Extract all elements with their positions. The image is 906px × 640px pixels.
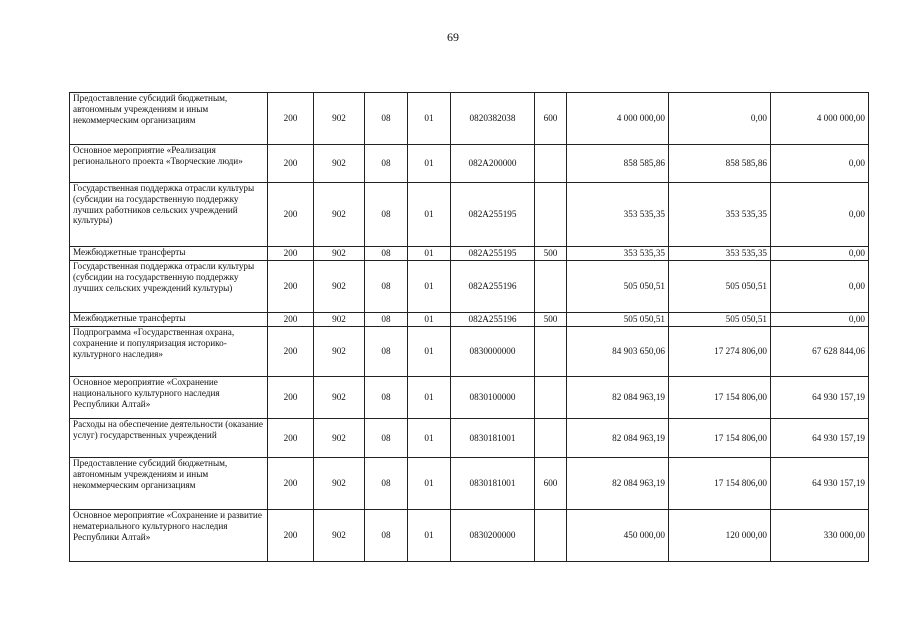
row-col4: 01: [408, 183, 451, 247]
row-value-3: 0,00: [771, 247, 869, 261]
row-type: 600: [535, 93, 567, 145]
row-col3: 08: [365, 261, 408, 313]
row-col1: 200: [268, 247, 314, 261]
row-col1: 200: [268, 377, 314, 419]
row-name: Основное мероприятие «Сохранение национального культурного наследия Республики Алтай»: [70, 377, 268, 419]
row-col3: 08: [365, 377, 408, 419]
table-row: [70, 93, 869, 145]
row-value-1: 4 000 000,00: [567, 93, 669, 145]
row-col4: 01: [408, 145, 451, 183]
row-value-2: 505 050,51: [669, 261, 771, 313]
table-row: [70, 145, 869, 183]
row-value-1: 82 084 963,19: [567, 377, 669, 419]
row-name: Межбюджетные трансферты: [70, 247, 268, 261]
row-col4: 01: [408, 327, 451, 377]
row-value-1: 353 535,35: [567, 247, 669, 261]
row-col1: 200: [268, 93, 314, 145]
row-col4: 01: [408, 510, 451, 562]
row-value-3: 64 930 157,19: [771, 458, 869, 510]
row-col3: 08: [365, 183, 408, 247]
row-value-3: 0,00: [771, 145, 869, 183]
row-name: Основное мероприятие «Сохранение и развитие нематериального культурного наследия Республики Алтай»: [70, 510, 268, 562]
row-type: [535, 377, 567, 419]
row-code: 0820382038: [451, 93, 535, 145]
row-value-1: 858 585,86: [567, 145, 669, 183]
row-col1: 200: [268, 313, 314, 327]
row-col4: 01: [408, 458, 451, 510]
row-value-1: 505 050,51: [567, 313, 669, 327]
row-value-2: 0,00: [669, 93, 771, 145]
row-code: 082A255196: [451, 313, 535, 327]
row-col2: 902: [314, 261, 365, 313]
budget-table: [69, 92, 869, 562]
table-row: [70, 261, 869, 313]
row-col3: 08: [365, 419, 408, 458]
row-col1: 200: [268, 183, 314, 247]
row-col3: 08: [365, 458, 408, 510]
row-col4: 01: [408, 247, 451, 261]
row-value-2: 858 585,86: [669, 145, 771, 183]
row-name: Государственная поддержка отрасли культуры (субсидии на государственную поддержку лучших работников сельских учреждений культуры): [70, 183, 268, 247]
table-row: [70, 458, 869, 510]
row-col4: 01: [408, 261, 451, 313]
row-value-1: 353 535,35: [567, 183, 669, 247]
row-code: 0830181001: [451, 458, 535, 510]
row-name: Предоставление субсидий бюджетным, автономным учреждениям и иным некоммерческим организациям: [70, 93, 268, 145]
row-type: [535, 145, 567, 183]
row-value-2: 17 154 806,00: [669, 419, 771, 458]
row-code: 082A255195: [451, 183, 535, 247]
table-row: [70, 419, 869, 458]
row-col3: 08: [365, 327, 408, 377]
row-value-2: 17 154 806,00: [669, 377, 771, 419]
budget-table-body: [70, 93, 869, 562]
row-value-2: 353 535,35: [669, 247, 771, 261]
row-value-3: 67 628 844,06: [771, 327, 869, 377]
row-col2: 902: [314, 93, 365, 145]
row-name: Государственная поддержка отрасли культуры (субсидии на государственную поддержку лучших сельских учреждений культуры): [70, 261, 268, 313]
row-col1: 200: [268, 261, 314, 313]
row-value-3: 330 000,00: [771, 510, 869, 562]
row-type: [535, 261, 567, 313]
row-type: [535, 419, 567, 458]
row-value-2: 353 535,35: [669, 183, 771, 247]
row-col2: 902: [314, 510, 365, 562]
row-name: Основное мероприятие «Реализация регионального проекта «Творческие люди»: [70, 145, 268, 183]
row-col1: 200: [268, 419, 314, 458]
row-col2: 902: [314, 183, 365, 247]
row-code: 0830181001: [451, 419, 535, 458]
table-row: [70, 183, 869, 247]
row-type: [535, 183, 567, 247]
row-col1: 200: [268, 510, 314, 562]
row-type: [535, 510, 567, 562]
row-type: 500: [535, 313, 567, 327]
row-name: Подпрограмма «Государственная охрана, сохранение и популяризация историко-культурного наследия»: [70, 327, 268, 377]
row-value-2: 17 274 806,00: [669, 327, 771, 377]
row-col4: 01: [408, 377, 451, 419]
row-col4: 01: [408, 419, 451, 458]
row-col2: 902: [314, 247, 365, 261]
row-code: 0830200000: [451, 510, 535, 562]
row-col2: 902: [314, 145, 365, 183]
table-row: [70, 377, 869, 419]
row-col2: 902: [314, 458, 365, 510]
row-value-3: 64 930 157,19: [771, 419, 869, 458]
row-value-1: 82 084 963,19: [567, 419, 669, 458]
row-col3: 08: [365, 93, 408, 145]
row-value-2: 120 000,00: [669, 510, 771, 562]
row-value-3: 64 930 157,19: [771, 377, 869, 419]
row-code: 082A255196: [451, 261, 535, 313]
page-number: 69: [447, 30, 459, 44]
row-value-3: 4 000 000,00: [771, 93, 869, 145]
table-row: [70, 313, 869, 327]
row-value-3: 0,00: [771, 313, 869, 327]
row-col3: 08: [365, 247, 408, 261]
row-code: 082A200000: [451, 145, 535, 183]
row-name: Предоставление субсидий бюджетным, автономным учреждениям и иным некоммерческим организациям: [70, 458, 268, 510]
row-col1: 200: [268, 145, 314, 183]
row-value-1: 84 903 650,06: [567, 327, 669, 377]
row-col2: 902: [314, 419, 365, 458]
row-value-2: 505 050,51: [669, 313, 771, 327]
row-col2: 902: [314, 313, 365, 327]
row-code: 0830100000: [451, 377, 535, 419]
row-col3: 08: [365, 510, 408, 562]
row-value-2: 17 154 806,00: [669, 458, 771, 510]
row-value-1: 82 084 963,19: [567, 458, 669, 510]
row-value-3: 0,00: [771, 183, 869, 247]
row-col1: 200: [268, 327, 314, 377]
table-row: [70, 327, 869, 377]
row-col2: 902: [314, 377, 365, 419]
row-type: 600: [535, 458, 567, 510]
row-value-1: 450 000,00: [567, 510, 669, 562]
row-code: 082A255195: [451, 247, 535, 261]
row-col4: 01: [408, 93, 451, 145]
row-name: Расходы на обеспечение деятельности (оказание услуг) государственных учреждений: [70, 419, 268, 458]
row-type: 500: [535, 247, 567, 261]
row-col1: 200: [268, 458, 314, 510]
row-col3: 08: [365, 145, 408, 183]
row-value-1: 505 050,51: [567, 261, 669, 313]
row-col3: 08: [365, 313, 408, 327]
row-col4: 01: [408, 313, 451, 327]
table-row: [70, 247, 869, 261]
table-row: [70, 510, 869, 562]
row-name: Межбюджетные трансферты: [70, 313, 268, 327]
row-code: 0830000000: [451, 327, 535, 377]
row-col2: 902: [314, 327, 365, 377]
row-type: [535, 327, 567, 377]
row-value-3: 0,00: [771, 261, 869, 313]
